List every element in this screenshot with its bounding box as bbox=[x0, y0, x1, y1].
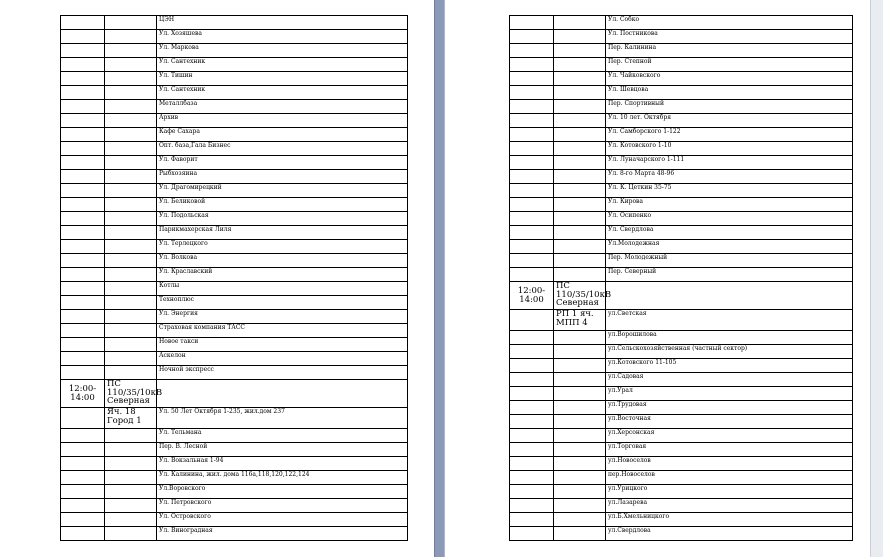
table-row bbox=[510, 443, 853, 457]
street-cell: Рыбхозяина bbox=[157, 170, 408, 184]
time-cell bbox=[61, 16, 105, 30]
source-cell bbox=[105, 527, 157, 541]
street-cell: Пер. Молодежный bbox=[606, 254, 853, 268]
street-cell: Ул. Сантехник bbox=[157, 58, 408, 72]
time-cell bbox=[61, 471, 105, 485]
time-cell bbox=[61, 198, 105, 212]
table-row bbox=[61, 16, 408, 30]
source-cell bbox=[554, 156, 606, 170]
street-cell: ул.Садовая bbox=[606, 373, 853, 387]
time-cell bbox=[61, 527, 105, 541]
table-row bbox=[61, 114, 408, 128]
time-cell bbox=[61, 184, 105, 198]
table-row bbox=[510, 401, 853, 415]
time-cell bbox=[510, 254, 554, 268]
time-cell bbox=[61, 156, 105, 170]
street-cell: Ул.Воровского bbox=[157, 485, 408, 499]
street-cell: Ул. 10 лет. Октября bbox=[606, 114, 853, 128]
time-cell bbox=[61, 338, 105, 352]
table-row bbox=[510, 128, 853, 142]
street-cell: Ул. Драгомирецкий bbox=[157, 184, 408, 198]
street-cell: ул.Урицкого bbox=[606, 485, 853, 499]
source-cell bbox=[105, 100, 157, 114]
table-row bbox=[510, 58, 853, 72]
street-cell: Новое такси bbox=[157, 338, 408, 352]
source-cell bbox=[105, 457, 157, 471]
street-cell: Ул. Постникова bbox=[606, 30, 853, 44]
table-row bbox=[510, 212, 853, 226]
source-cell bbox=[105, 128, 157, 142]
source-cell bbox=[105, 58, 157, 72]
street-cell: Ул. Краславский bbox=[157, 268, 408, 282]
street-cell: Архив bbox=[157, 114, 408, 128]
time-cell bbox=[61, 513, 105, 527]
time-cell bbox=[61, 44, 105, 58]
table-row bbox=[61, 142, 408, 156]
table-row bbox=[61, 170, 408, 184]
source-cell bbox=[105, 366, 157, 380]
street-cell: Аскелон bbox=[157, 352, 408, 366]
time-cell bbox=[61, 58, 105, 72]
source-cell bbox=[105, 72, 157, 86]
time-cell bbox=[61, 212, 105, 226]
street-cell: Пер. Степной bbox=[606, 58, 853, 72]
source-cell bbox=[554, 212, 606, 226]
street-cell: Страховая компания ТАСС bbox=[157, 324, 408, 338]
street-cell: ул.Херсонская bbox=[606, 429, 853, 443]
outage-schedule-table-left bbox=[60, 15, 408, 541]
street-cell: Ул. Чайковского bbox=[606, 72, 853, 86]
source-cell bbox=[554, 429, 606, 443]
table-row bbox=[61, 72, 408, 86]
street-cell: Ул.Молодежная bbox=[606, 240, 853, 254]
time-cell bbox=[61, 128, 105, 142]
table-row bbox=[61, 457, 408, 471]
source-cell bbox=[105, 310, 157, 324]
time-cell bbox=[510, 226, 554, 240]
source-cell bbox=[554, 359, 606, 373]
time-cell bbox=[510, 387, 554, 401]
street-cell: Ул. Кирова bbox=[606, 198, 853, 212]
time-cell bbox=[510, 499, 554, 513]
source-cell bbox=[554, 58, 606, 72]
time-cell bbox=[510, 513, 554, 527]
street-cell: Ул. Луначарского 1-111 bbox=[606, 156, 853, 170]
source-cell bbox=[554, 513, 606, 527]
table-row bbox=[510, 184, 853, 198]
table-row bbox=[61, 58, 408, 72]
table-row bbox=[510, 331, 853, 345]
street-cell: Ул. Виноградная bbox=[157, 527, 408, 541]
source-cell bbox=[554, 345, 606, 359]
time-cell bbox=[61, 429, 105, 443]
table-row bbox=[510, 86, 853, 100]
table-row bbox=[61, 240, 408, 254]
time-cell bbox=[61, 100, 105, 114]
time-cell bbox=[61, 72, 105, 86]
source-cell bbox=[105, 198, 157, 212]
table-row bbox=[61, 429, 408, 443]
source-cell bbox=[105, 212, 157, 226]
time-cell bbox=[510, 30, 554, 44]
table-row bbox=[510, 359, 853, 373]
street-cell: Ул. К. Цеткин 35-75 bbox=[606, 184, 853, 198]
table-row bbox=[61, 212, 408, 226]
source-cell bbox=[554, 142, 606, 156]
source-cell bbox=[105, 352, 157, 366]
time-cell bbox=[510, 100, 554, 114]
time-cell bbox=[61, 310, 105, 324]
table-row bbox=[510, 282, 853, 310]
time-cell bbox=[61, 296, 105, 310]
source-cell bbox=[105, 142, 157, 156]
time-cell bbox=[510, 415, 554, 429]
source-cell bbox=[554, 457, 606, 471]
table-row bbox=[61, 352, 408, 366]
table-row bbox=[61, 44, 408, 58]
source-cell bbox=[554, 331, 606, 345]
street-cell: Техноплюс bbox=[157, 296, 408, 310]
time-cell bbox=[61, 240, 105, 254]
source-cell bbox=[105, 324, 157, 338]
table-row bbox=[61, 30, 408, 44]
time-cell bbox=[61, 443, 105, 457]
source-cell bbox=[105, 114, 157, 128]
time-cell bbox=[510, 128, 554, 142]
time-cell bbox=[61, 324, 105, 338]
table-row bbox=[510, 513, 853, 527]
table-row bbox=[61, 380, 408, 408]
time-cell bbox=[61, 282, 105, 296]
table-row bbox=[510, 429, 853, 443]
time-cell bbox=[510, 485, 554, 499]
source-cell bbox=[554, 499, 606, 513]
table-row bbox=[510, 156, 853, 170]
time-cell bbox=[510, 268, 554, 282]
source-cell: ПС 110/35/10кВ Северная bbox=[105, 380, 157, 408]
source-cell bbox=[554, 240, 606, 254]
source-cell bbox=[105, 513, 157, 527]
source-cell bbox=[105, 16, 157, 30]
table-row bbox=[510, 373, 853, 387]
street-cell: Пер. Северный bbox=[606, 268, 853, 282]
table-row bbox=[510, 170, 853, 184]
table-row bbox=[61, 198, 408, 212]
time-cell bbox=[510, 16, 554, 30]
table-row bbox=[61, 310, 408, 324]
source-cell bbox=[105, 443, 157, 457]
source-cell bbox=[105, 485, 157, 499]
table-row bbox=[510, 499, 853, 513]
table-row bbox=[61, 128, 408, 142]
time-cell bbox=[510, 457, 554, 471]
street-cell: ул.Ворошилова bbox=[606, 331, 853, 345]
street-cell: Металлбаза bbox=[157, 100, 408, 114]
source-cell bbox=[554, 114, 606, 128]
street-cell: ул.Сельскохозяйственная (частный сектор) bbox=[606, 345, 853, 359]
table-row bbox=[61, 156, 408, 170]
source-cell bbox=[105, 170, 157, 184]
table-row bbox=[61, 86, 408, 100]
table-row bbox=[61, 282, 408, 296]
time-cell bbox=[510, 142, 554, 156]
time-cell bbox=[510, 86, 554, 100]
street-cell: Ул. Осипенко bbox=[606, 212, 853, 226]
time-cell bbox=[510, 331, 554, 345]
time-cell bbox=[61, 366, 105, 380]
time-cell: 12:00-14:00 bbox=[61, 380, 105, 408]
source-cell bbox=[105, 226, 157, 240]
source-cell bbox=[105, 30, 157, 44]
table-row bbox=[510, 457, 853, 471]
source-cell bbox=[105, 184, 157, 198]
street-cell: Кафе Сахара bbox=[157, 128, 408, 142]
street-cell: ЦЭН bbox=[157, 16, 408, 30]
time-cell bbox=[510, 429, 554, 443]
table-row bbox=[510, 198, 853, 212]
time-cell bbox=[510, 373, 554, 387]
time-cell bbox=[510, 184, 554, 198]
table-row bbox=[510, 30, 853, 44]
time-cell bbox=[510, 212, 554, 226]
source-cell: РП 1 яч. МПП 4 bbox=[554, 310, 606, 331]
street-cell: Ул. Самборского 1-122 bbox=[606, 128, 853, 142]
document-page-left bbox=[0, 0, 434, 557]
source-cell bbox=[105, 471, 157, 485]
time-cell bbox=[510, 114, 554, 128]
table-row bbox=[510, 44, 853, 58]
source-cell bbox=[105, 282, 157, 296]
street-cell: ул.Свердлова bbox=[606, 527, 853, 541]
time-cell bbox=[510, 401, 554, 415]
source-cell bbox=[554, 443, 606, 457]
table-row bbox=[510, 16, 853, 30]
table-row bbox=[510, 226, 853, 240]
table-row bbox=[61, 499, 408, 513]
street-cell: Ул. 50 Лет Октября 1-235, жил.дом 237 bbox=[157, 408, 408, 429]
street-cell: Котлы bbox=[157, 282, 408, 296]
street-cell: Ул. Терлецкого bbox=[157, 240, 408, 254]
time-cell bbox=[61, 352, 105, 366]
street-cell: Ул. Энергия bbox=[157, 310, 408, 324]
table-row bbox=[61, 268, 408, 282]
table-row bbox=[510, 142, 853, 156]
source-cell bbox=[105, 429, 157, 443]
table-row bbox=[510, 345, 853, 359]
source-cell bbox=[105, 44, 157, 58]
table-row bbox=[61, 296, 408, 310]
time-cell bbox=[61, 142, 105, 156]
table-row bbox=[61, 254, 408, 268]
time-cell bbox=[61, 30, 105, 44]
time-cell bbox=[61, 499, 105, 513]
time-cell bbox=[510, 170, 554, 184]
table-row bbox=[61, 485, 408, 499]
table-row bbox=[61, 366, 408, 380]
source-cell: ПС 110/35/10кВ Северная bbox=[554, 282, 606, 310]
table-row bbox=[61, 226, 408, 240]
time-cell bbox=[61, 114, 105, 128]
street-cell: Ул. Сантехник bbox=[157, 86, 408, 100]
street-cell: Ул. Хозяшева bbox=[157, 30, 408, 44]
time-cell bbox=[510, 443, 554, 457]
time-cell bbox=[510, 359, 554, 373]
time-cell bbox=[510, 44, 554, 58]
source-cell bbox=[554, 128, 606, 142]
street-cell: Ул. Беликовой bbox=[157, 198, 408, 212]
street-cell: ул.Лазарева bbox=[606, 499, 853, 513]
time-cell bbox=[510, 527, 554, 541]
source-cell bbox=[554, 16, 606, 30]
table-row bbox=[61, 324, 408, 338]
street-cell: ул.Урал bbox=[606, 387, 853, 401]
source-cell bbox=[105, 240, 157, 254]
street-cell: ул.Торговая bbox=[606, 443, 853, 457]
source-cell bbox=[554, 184, 606, 198]
time-cell bbox=[61, 170, 105, 184]
street-cell: ул.Трудовая bbox=[606, 401, 853, 415]
table-row bbox=[61, 443, 408, 457]
table-row bbox=[510, 485, 853, 499]
source-cell bbox=[554, 401, 606, 415]
table-row bbox=[510, 527, 853, 541]
source-cell bbox=[554, 485, 606, 499]
time-cell bbox=[510, 156, 554, 170]
street-cell: Парикмахерская Лиля bbox=[157, 226, 408, 240]
table-row bbox=[510, 471, 853, 485]
street-cell: Опт. база,Гала Бизнес bbox=[157, 142, 408, 156]
street-cell bbox=[606, 282, 853, 310]
street-cell: пер.Новоселов bbox=[606, 471, 853, 485]
time-cell bbox=[61, 457, 105, 471]
street-cell: ул.Восточная bbox=[606, 415, 853, 429]
time-cell bbox=[61, 86, 105, 100]
table-row bbox=[61, 338, 408, 352]
time-cell bbox=[61, 226, 105, 240]
table-row bbox=[510, 415, 853, 429]
source-cell bbox=[554, 527, 606, 541]
source-cell bbox=[105, 268, 157, 282]
source-cell bbox=[554, 100, 606, 114]
table-row bbox=[510, 387, 853, 401]
table-row bbox=[510, 254, 853, 268]
source-cell bbox=[105, 338, 157, 352]
source-cell bbox=[554, 373, 606, 387]
source-cell bbox=[554, 198, 606, 212]
source-cell bbox=[105, 296, 157, 310]
source-cell bbox=[554, 268, 606, 282]
time-cell bbox=[510, 471, 554, 485]
time-cell bbox=[510, 198, 554, 212]
time-cell bbox=[510, 72, 554, 86]
source-cell bbox=[554, 415, 606, 429]
street-cell: Ул. Калинина, жил. дома 116а,118,120,122,124 bbox=[157, 471, 408, 485]
street-cell: ул.Б.Хмельницкого bbox=[606, 513, 853, 527]
source-cell bbox=[554, 170, 606, 184]
table-row bbox=[510, 114, 853, 128]
street-cell: Ул. Волкова bbox=[157, 254, 408, 268]
source-cell bbox=[554, 44, 606, 58]
table-row bbox=[510, 72, 853, 86]
source-cell bbox=[554, 72, 606, 86]
source-cell bbox=[554, 30, 606, 44]
time-cell bbox=[510, 310, 554, 331]
table-row bbox=[61, 527, 408, 541]
time-cell bbox=[61, 485, 105, 499]
street-cell: Пер. Калинина bbox=[606, 44, 853, 58]
street-cell: ул.Котовского 11-105 bbox=[606, 359, 853, 373]
table-row bbox=[510, 240, 853, 254]
street-cell: Ночной экспресс bbox=[157, 366, 408, 380]
time-cell bbox=[510, 240, 554, 254]
source-cell bbox=[105, 254, 157, 268]
street-cell: ул.Светская bbox=[606, 310, 853, 331]
table-row bbox=[61, 513, 408, 527]
time-cell bbox=[61, 254, 105, 268]
time-cell bbox=[61, 408, 105, 429]
street-cell: Ул. Вокзальная 1-94 bbox=[157, 457, 408, 471]
source-cell bbox=[105, 156, 157, 170]
source-cell bbox=[554, 254, 606, 268]
source-cell bbox=[554, 387, 606, 401]
time-cell bbox=[510, 58, 554, 72]
street-cell: Ул. Петровского bbox=[157, 499, 408, 513]
document-page-right bbox=[445, 0, 870, 557]
street-cell: Ул. Котовского 1-10 bbox=[606, 142, 853, 156]
street-cell: Ул. Фаворит bbox=[157, 156, 408, 170]
street-cell: Ул. Тельмана bbox=[157, 429, 408, 443]
source-cell: Яч. 18 Город 1 bbox=[105, 408, 157, 429]
street-cell bbox=[157, 380, 408, 408]
street-cell: Пер. Спортивный bbox=[606, 100, 853, 114]
street-cell: ул.Новоселов bbox=[606, 457, 853, 471]
time-cell bbox=[510, 345, 554, 359]
outage-schedule-table-right bbox=[509, 15, 853, 541]
table-row bbox=[61, 471, 408, 485]
table-row bbox=[61, 184, 408, 198]
street-cell: Ул. Собко bbox=[606, 16, 853, 30]
page-divider bbox=[434, 0, 445, 557]
table-row bbox=[61, 408, 408, 429]
street-cell: Ул. Подольская bbox=[157, 212, 408, 226]
table-row bbox=[510, 310, 853, 331]
source-cell bbox=[554, 226, 606, 240]
street-cell: Ул. Островского bbox=[157, 513, 408, 527]
vertical-scrollbar[interactable] bbox=[870, 0, 883, 557]
source-cell bbox=[105, 499, 157, 513]
street-cell: Ул. Тишин bbox=[157, 72, 408, 86]
street-cell: Пер. В. Лесной bbox=[157, 443, 408, 457]
table-row bbox=[61, 100, 408, 114]
table-row bbox=[510, 100, 853, 114]
source-cell bbox=[554, 471, 606, 485]
time-cell: 12:00-14:00 bbox=[510, 282, 554, 310]
street-cell: Ул. Маркова bbox=[157, 44, 408, 58]
time-cell bbox=[61, 268, 105, 282]
source-cell bbox=[554, 86, 606, 100]
source-cell bbox=[105, 86, 157, 100]
street-cell: Ул. Свердлова bbox=[606, 226, 853, 240]
street-cell: Ул. Шевцова bbox=[606, 86, 853, 100]
table-row bbox=[510, 268, 853, 282]
street-cell: Ул. 8-го Марта 48-96 bbox=[606, 170, 853, 184]
